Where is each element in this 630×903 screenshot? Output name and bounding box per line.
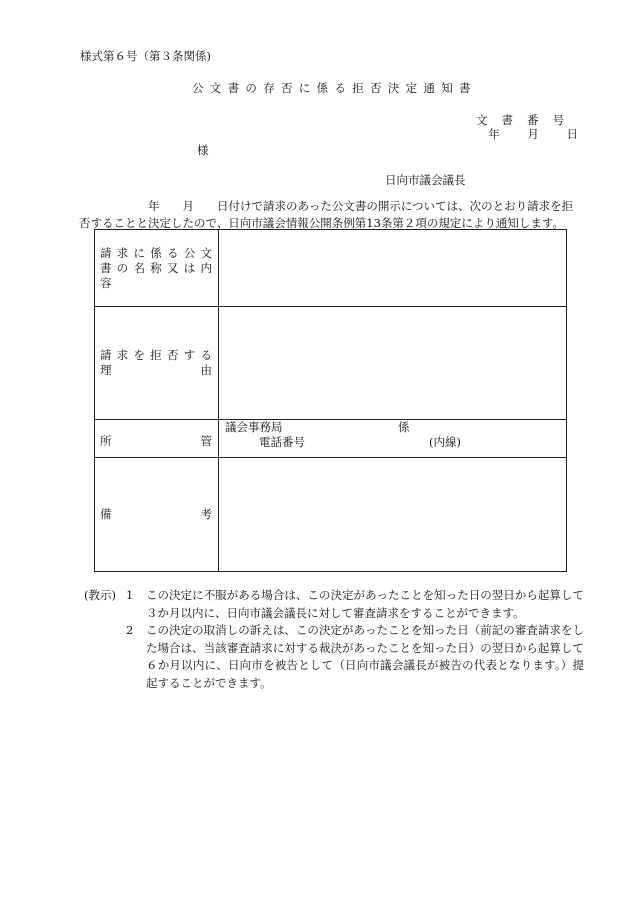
extension-label: (内線) [429,435,461,449]
note-item [84,587,584,622]
label-char: 由 [200,363,212,377]
remarks-label [95,458,219,572]
note-text: この決定に不服がある場合は、この決定があったことを知った日の翌日から起算して３か月以内に、日向市議会議長に対して審査請求をすることができます。 [146,588,584,620]
form-number-label: 様式第６号（第３条関係) [80,49,211,63]
notes-prefix: (教示) [84,588,116,602]
table-row [95,420,567,458]
label-char: 管 [200,434,212,448]
notes-indent [84,622,126,692]
date-year: 年 [488,127,500,141]
label-char: 理 [100,363,112,377]
label-line: 書の名称又は内 [100,260,212,275]
decision-form-table [94,229,567,572]
office-line [225,420,566,435]
label-line [100,428,212,449]
phone-line [225,435,566,450]
label-char: 所 [100,434,112,448]
note-number: 2 [126,623,134,637]
date-day: 日 [566,127,578,141]
jurisdiction-label [95,420,219,458]
label-line [100,507,212,522]
body-paragraph [79,198,584,232]
label-line: 請求を拒否する [100,348,212,362]
refusal-reason-field[interactable] [219,307,567,420]
date-line [464,126,578,142]
note-text: この決定の取消しの訴えは、この決定があったことを知った日（前記の審査請求をした場合は、当該審査請求に対する裁決があったことを知った日）の翌日から起算して６か月以内に、日向市を被告として（日向市議会議長が被告の代表となります。）提起することができます。 [146,623,584,690]
label-line: 容 [100,275,112,290]
table-row [95,458,567,572]
requested-document-field[interactable] [219,230,567,307]
refusal-reason-label [95,307,219,420]
document-number-label: 文書番号 [476,113,578,127]
requested-document-label [95,230,219,307]
office-name: 議会事務局 [225,420,283,434]
note-number: 1 [126,588,134,602]
date-month: 月 [527,127,539,141]
table-row [95,230,567,307]
note-item [84,622,584,692]
document-title: 公文書の存否に係る拒否決定通知書 [192,81,477,95]
label-line: 請求に係る公文 [100,245,212,260]
jurisdiction-field [219,420,567,458]
addressee-suffix: 様 [197,143,209,157]
instruction-notes [84,587,584,692]
label-char: 備 [100,507,112,521]
remarks-field[interactable] [219,458,567,572]
body-line-2: 否することと決定したので、日向市議会情報公開条例第13条第２項の規定により通知します。 [79,216,564,230]
label-char: 考 [200,507,212,521]
body-line-1: 年 月 日付けで請求のあった公文書の開示については、次のとおり請求を拒 [148,199,574,213]
sender-name: 日向市議会議長 [385,173,466,187]
office-section-label: 係 [398,420,410,434]
label-line [100,363,212,378]
table-row [95,307,567,420]
phone-label: 電話番号 [259,435,305,449]
